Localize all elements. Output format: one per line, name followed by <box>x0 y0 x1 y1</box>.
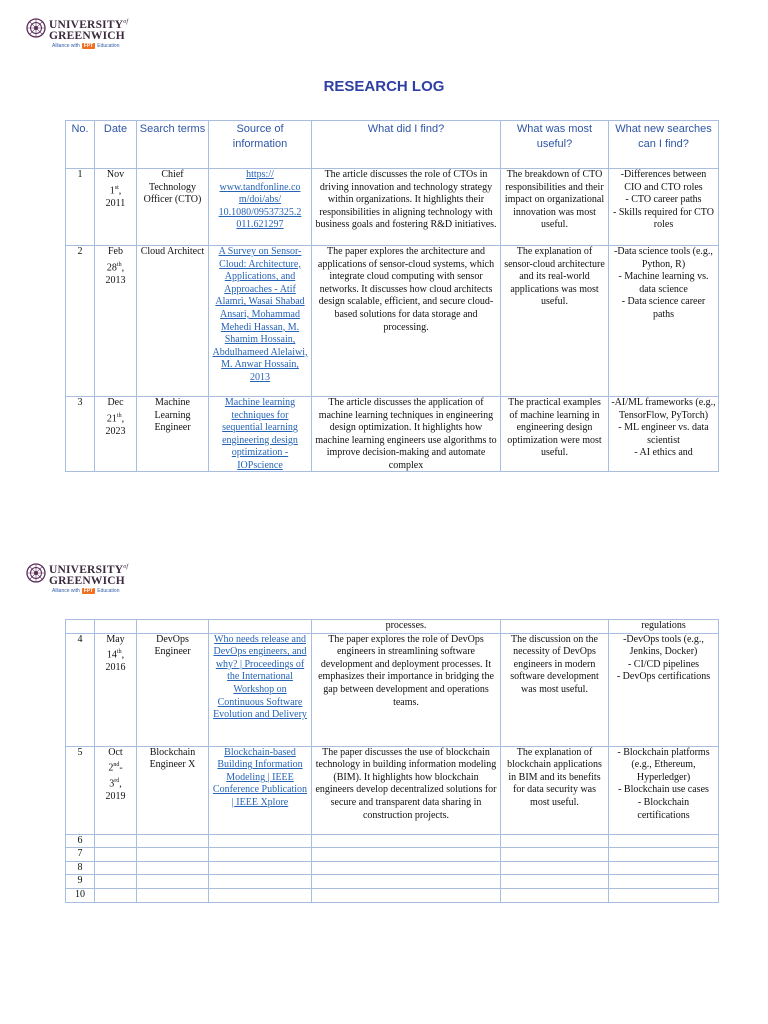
row-date: Nov 1st, 2011 <box>95 169 137 246</box>
crest-icon <box>26 563 46 583</box>
research-log-table <box>65 120 719 472</box>
row-new-searches: -DevOps tools (e.g., Jenkins, Docker) - CI/CD pipelines - DevOps certifications <box>609 633 719 746</box>
row-number: 9 <box>66 875 95 889</box>
row-useful: The breakdown of CTO responsibilities and their impact on organizational innovation was most useful. <box>501 169 609 246</box>
university-logo <box>26 562 136 602</box>
research-log-table-continued <box>65 619 719 903</box>
table-row <box>66 397 719 472</box>
row-new-searches: - Blockchain platforms (e.g., Ethereum, Hyperledger) - Blockchain use cases - Blockchain certifications <box>609 746 719 834</box>
row-source <box>209 746 312 834</box>
row-number: 3 <box>66 397 95 472</box>
row-new-searches: -Data science tools (e.g., Python, R) - Machine learning vs. data science - Data science career paths <box>609 246 719 397</box>
row-useful: The discussion on the necessity of DevOps engineers in modern software development was most useful. <box>501 633 609 746</box>
header-found: What did I find? <box>312 121 501 169</box>
fpt-logo: FPT <box>83 43 94 49</box>
row-source <box>209 633 312 746</box>
row-source <box>209 169 312 246</box>
table-row <box>66 746 719 834</box>
row-date: Feb 28th, 2013 <box>95 246 137 397</box>
continuation-row <box>66 620 719 634</box>
university-logo <box>26 17 136 57</box>
row-found: The article discusses the role of CTOs in driving innovation and technology strategy within organizations. It highlights their responsibilities in aligning technology with business goals and fostering R&D initiatives. <box>312 169 501 246</box>
header-no: No. <box>66 121 95 169</box>
row-useful: The practical examples of machine learning in engineering design optimization were most useful. <box>501 397 609 472</box>
header-source: Source of information <box>209 121 312 169</box>
row-new-searches: -AI/ML frameworks (e.g., TensorFlow, PyTorch) - ML engineer vs. data scientist - AI ethics and <box>609 397 719 472</box>
table-row <box>66 834 719 848</box>
table-row <box>66 848 719 862</box>
header-search-terms: Search terms <box>137 121 209 169</box>
row-search-term: Chief Technology Officer (CTO) <box>137 169 209 246</box>
row-date: May 14th, 2016 <box>95 633 137 746</box>
row-number: 4 <box>66 633 95 746</box>
page-title: RESEARCH LOG <box>323 78 445 95</box>
row-search-term: Blockchain Engineer X <box>137 746 209 834</box>
row-found: The article discusses the application of machine learning techniques in engineering design optimization. It highlights how machine learning engineers use algorithms to improve decision-making and automate complex <box>312 397 501 472</box>
row-new-searches: -Differences between CIO and CTO roles - CTO career paths - Skills required for CTO roles <box>609 169 719 246</box>
alliance-tagline: Alliance with FPT Education <box>52 588 120 594</box>
source-link[interactable]: Who needs release and DevOps engineers, and why? | Proceedings of the International Workshop on Continuous Software Evolution and Delivery <box>213 633 307 721</box>
source-link[interactable]: Blockchain-based Building Information Modeling | IEEE Conference Publication | IEEE Xplore <box>212 746 308 808</box>
source-link[interactable]: https:// www.tandfonline.co m/doi/abs/ 10.1080/09537325.2 011.621297 <box>218 169 302 231</box>
header-new-searches: What new searches can I find? <box>609 121 719 169</box>
source-link[interactable]: A Survey on Sensor-Cloud: Architecture, Applications, and Approaches - Atif Alamri, Wasai Shabad Ansari, Mohammad Mehedi Hassan, M. Shamim Hossain, Abdulhameed Alelaiwi, M. Anwar Hossain, 2013 <box>212 246 308 383</box>
row-useful: The explanation of sensor-cloud architecture and its real-world applications was most useful. <box>501 246 609 397</box>
row-number: 6 <box>66 834 95 848</box>
table-row <box>66 861 719 875</box>
row-number: 8 <box>66 861 95 875</box>
row-found: processes. <box>312 620 501 634</box>
crest-icon <box>26 18 46 38</box>
row-number: 2 <box>66 246 95 397</box>
header-useful: What was most useful? <box>501 121 609 169</box>
university-name: $UNIVERSITY^{of}$ GREENWICH <box>49 563 129 587</box>
row-number: 7 <box>66 848 95 862</box>
row-found: The paper explores the architecture and applications of sensor-cloud systems, which integrate cloud computing with sensor networks. It discusses how cloud architects design scalable, efficient, and secure cloud-based solutions for data storage and processing. <box>312 246 501 397</box>
row-number: 10 <box>66 888 95 902</box>
row-useful: The explanation of blockchain applications in BIM and its benefits for data security was most useful. <box>501 746 609 834</box>
row-search-term: Machine Learning Engineer <box>137 397 209 472</box>
table-row <box>66 888 719 902</box>
row-found: The paper explores the role of DevOps engineers in streamlining software development and deployment processes. It emphasizes their importance in bridging the gap between development and operations teams. <box>312 633 501 746</box>
table-row <box>66 875 719 889</box>
fpt-logo: FPT <box>83 588 94 594</box>
header-date: Date <box>95 121 137 169</box>
alliance-tagline: Alliance with FPT Education <box>52 43 120 49</box>
source-link[interactable]: Machine learning techniques for sequential learning engineering design optimization - IOPscience <box>222 397 298 471</box>
row-search-term: Cloud Architect <box>137 246 209 397</box>
row-search-term: DevOps Engineer <box>137 633 209 746</box>
table-header-row <box>66 121 719 169</box>
row-found: The paper discusses the use of blockchain technology in building information modeling (BIM). It highlights how blockchain engineers develop decentralized solutions for secure and transparent data sharing in construction projects. <box>312 746 501 834</box>
university-name: $UNIVERSITY^{of}$ GREENWICH <box>49 18 129 42</box>
row-number: 1 <box>66 169 95 246</box>
row-date: Dec 21th, 2023 <box>95 397 137 472</box>
row-source <box>209 397 312 472</box>
table-row <box>66 246 719 397</box>
row-new-searches: regulations <box>609 620 719 634</box>
row-date: Oct 2nd- 3rd, 2019 <box>95 746 137 834</box>
row-source <box>209 246 312 397</box>
table-row <box>66 633 719 746</box>
row-number: 5 <box>66 746 95 834</box>
table-row <box>66 169 719 246</box>
